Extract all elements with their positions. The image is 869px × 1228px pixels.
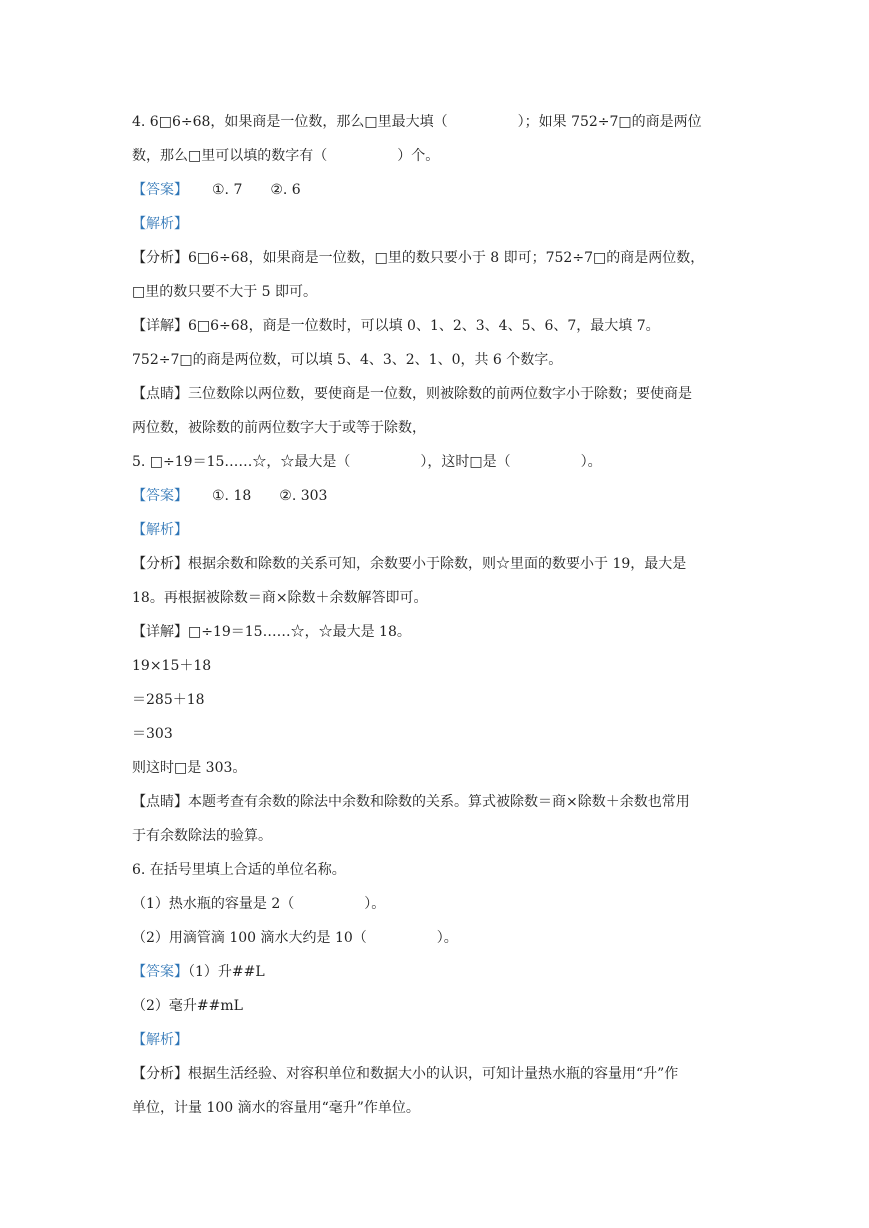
section-tag: 【解析】 [132, 522, 188, 538]
q5-calc-3 [132, 724, 173, 744]
section-tag: 【解析】 [132, 216, 188, 232]
section-tag: 【答案】 [132, 488, 188, 504]
line-text: 6. 在括号里填上合适的单位名称。 [132, 862, 346, 878]
line-text: 三位数除以两位数，要使商是一位数，则被除数的前两位数字小于除数；要使商是 [188, 386, 692, 402]
line-text: （1）热水瓶的容量是 2（ ）。 [132, 896, 386, 912]
section-tag: 【答案】 [132, 182, 188, 198]
line-text: （2）用滴管滴 100 滴水大约是 10（ ）。 [132, 930, 458, 946]
section-tag: 【点睛】 [132, 386, 188, 402]
answer-value: ②. 6 [270, 182, 301, 198]
line-text: 本题考查有余数的除法中余数和除数的关系。算式被除数＝商×除数＋余数也常用 [188, 794, 690, 810]
answer-value: ①. 18 [212, 488, 252, 504]
line-text: 两位数，被除数的前两位数字大于或等于除数， [132, 420, 426, 436]
q5-analysis-title [132, 520, 188, 540]
section-tag: 【分析】 [132, 556, 188, 572]
line-text: 19×15＋18 [132, 658, 212, 674]
q6-sub1 [132, 894, 385, 914]
line-text: ＝303 [132, 726, 173, 742]
q4-xiangjie-1 [132, 316, 660, 336]
line-text: 18。再根据被除数＝商×除数＋余数解答即可。 [132, 590, 428, 606]
section-tag: 【分析】 [132, 1066, 188, 1082]
q5-dianjing-1 [132, 792, 690, 812]
q5-line1 [132, 452, 602, 472]
q4-fenxi-1 [132, 248, 704, 268]
q4-line2 [132, 146, 439, 166]
q5-calc-2 [132, 690, 205, 710]
q5-dianjing-2 [132, 826, 272, 846]
section-tag: 【分析】 [132, 250, 188, 266]
line-text: 6□6÷68，商是一位数时，可以填 0、1、2、3、4、5、6、7，最大填 7。 [188, 318, 660, 334]
q6-fenxi-1 [132, 1064, 678, 1084]
q4-answer [132, 180, 301, 200]
line-text: ＝285＋18 [132, 692, 205, 708]
line-text: 6□6÷68，如果商是一位数，□里的数只要小于 8 即可；752÷7□的商是两位数， [188, 250, 705, 266]
line-text: 则这时□是 303。 [132, 760, 247, 776]
line-text: 根据生活经验、对容积单位和数据大小的认识，可知计量热水瓶的容量用“升”作 [188, 1066, 679, 1082]
line-text: 4. 6□6÷68，如果商是一位数，那么□里最大填（ ）；如果 752÷7□的商是两位 [132, 114, 702, 130]
line-text: 根据余数和除数的关系可知，余数要小于除数，则☆里面的数要小于 19，最大是 [188, 556, 687, 572]
section-tag: 【详解】 [132, 624, 188, 640]
line-text: （1）升##L [188, 964, 265, 980]
line-text: 于有余数除法的验算。 [132, 828, 272, 844]
section-tag: 【解析】 [132, 1032, 188, 1048]
q4-xiangjie-2 [132, 350, 562, 370]
section-tag: 【详解】 [132, 318, 188, 334]
q4-fenxi-2 [132, 282, 317, 302]
line-text: 5. □÷19＝15……☆，☆最大是（ ），这时□是（ ）。 [132, 454, 602, 470]
q6-fenxi-2 [132, 1098, 420, 1118]
q5-fenxi-2 [132, 588, 428, 608]
line-text: □÷19＝15……☆，☆最大是 18。 [188, 624, 411, 640]
q4-analysis-title [132, 214, 188, 234]
q4-line1 [132, 112, 702, 132]
answer-value: ①. 7 [212, 182, 243, 198]
q6-sub2 [132, 928, 458, 948]
line-text: 752÷7□的商是两位数，可以填 5、4、3、2、1、0，共 6 个数字。 [132, 352, 563, 368]
line-text: （2）毫升##mL [132, 998, 243, 1014]
q5-fenxi-1 [132, 554, 686, 574]
line-text: 数，那么□里可以填的数字有（ ）个。 [132, 148, 440, 164]
line-text: 单位，计量 100 滴水的容量用“毫升”作单位。 [132, 1100, 420, 1116]
answer-value: ②. 303 [279, 488, 328, 504]
line-text: □里的数只要不大于 5 即可。 [132, 284, 318, 300]
section-tag: 【点睛】 [132, 794, 188, 810]
q4-dianjing-1 [132, 384, 692, 404]
q6-answer-1 [132, 962, 265, 982]
q5-xiangjie-1 [132, 622, 411, 642]
q5-conclusion [132, 758, 246, 778]
q6-analysis-title [132, 1030, 188, 1050]
section-tag: 【答案】 [132, 964, 188, 980]
q5-answer [132, 486, 327, 506]
q4-dianjing-2 [132, 418, 426, 438]
q5-calc-1 [132, 656, 211, 676]
q6-line1 [132, 860, 346, 880]
q6-answer-2 [132, 996, 243, 1016]
